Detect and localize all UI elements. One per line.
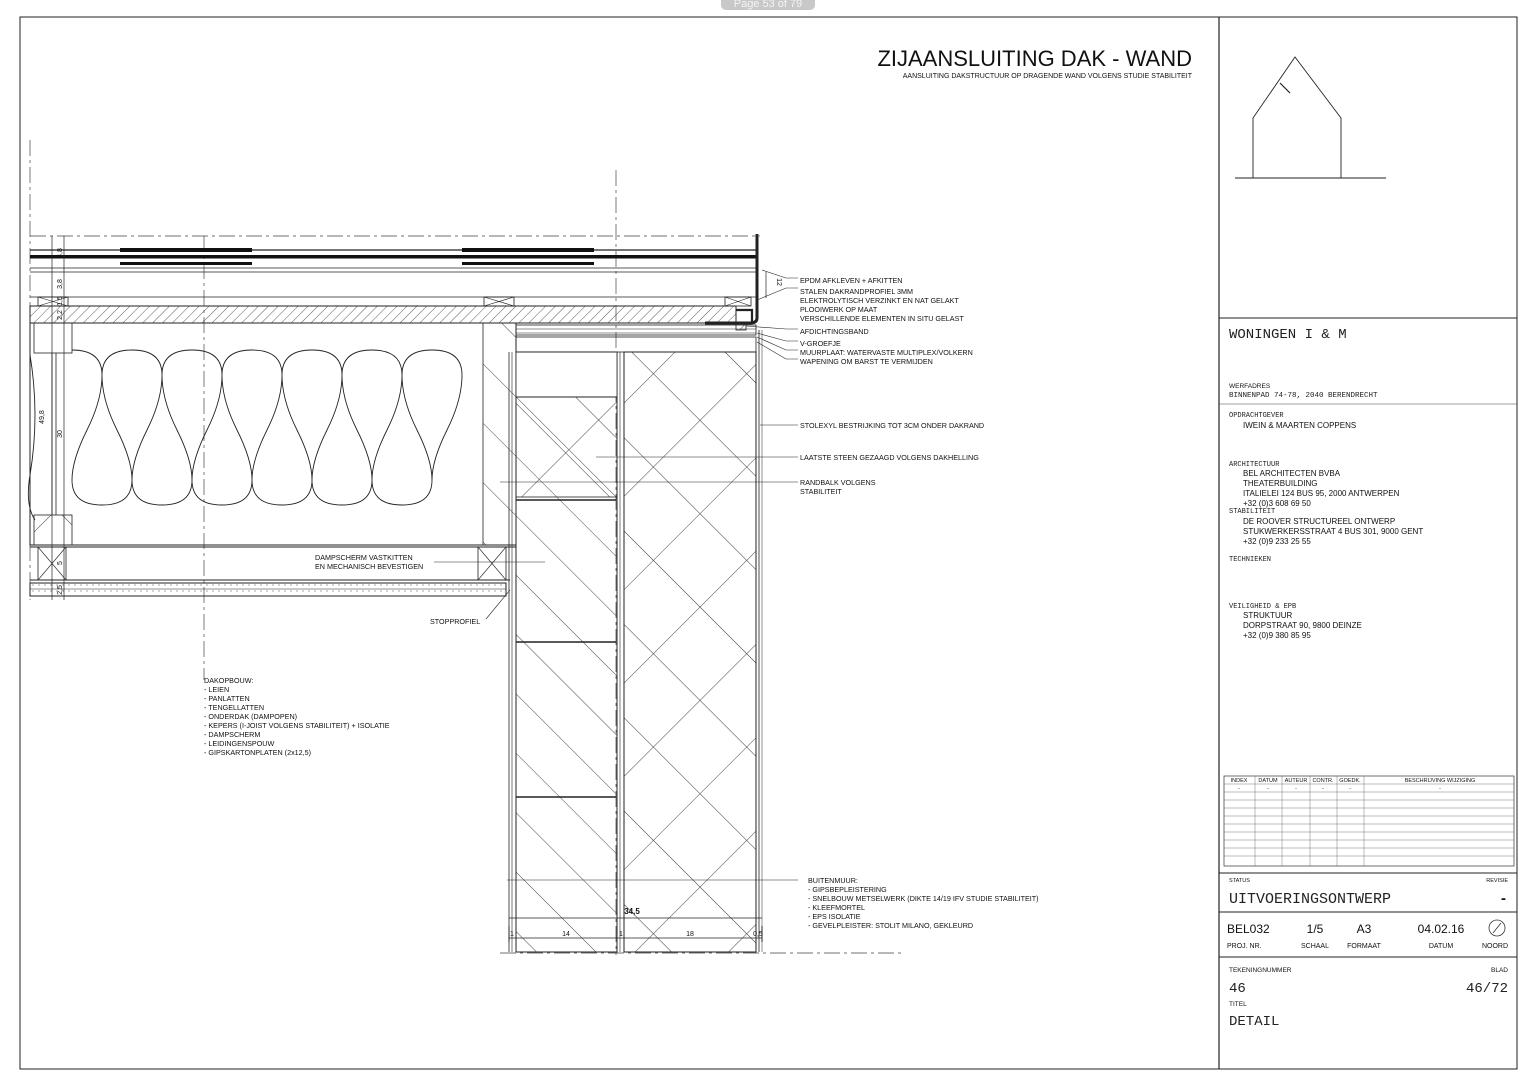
annotation-laatste-steen: LAATSTE STEEN GEZAAGD VOLGENS DAKHELLING <box>800 453 979 462</box>
drawing-title: ZIJAANSLUITING DAK - WAND <box>877 46 1192 71</box>
dim-label: 1 <box>619 931 623 938</box>
project-meta-row <box>1227 922 1508 950</box>
dim-label: 1,5 <box>57 296 64 306</box>
annotation-stolexyl: STOLEXYL BESTRIJKING TOT 3CM ONDER DAKRAND <box>800 421 985 430</box>
architectuur-value: BEL ARCHITECTEN BVBA THEATERBUILDING ITALIELEI 124 BUS 95, 2000 ANTWERPEN +32 (0)3 608 69 50 <box>1243 469 1400 508</box>
titel-value: DETAIL <box>1229 1014 1280 1030</box>
annotation-dakopbouw: DAKOPBOUW: - LEIEN - PANLATTEN - TENGELLATTEN - ONDERDAK (DAMPOPEN) - KEPERS (I-JOIST VOLGENS STABILITEIT) + ISOLATIE - DAMPSCHERM - LEIDINGENSPOUW - GIPSKARTONPLATEN (2x12,5) <box>204 676 390 757</box>
veiligheid-value: STRUKTUUR DORPSTRAAT 90, 9800 DEINZE +32 (0)9 380 85 95 <box>1243 611 1362 640</box>
dim-label: 1 <box>510 931 514 938</box>
revision-header-auteur: AUTEUR <box>1284 778 1308 784</box>
north-arrow-icon <box>1489 920 1505 936</box>
werfadres-label: WERFADRES <box>1229 383 1271 390</box>
technieken-label: TECHNIEKEN <box>1229 556 1272 564</box>
dim-label: 49,8 <box>39 410 46 424</box>
dim-label: 18 <box>686 931 694 938</box>
revision-cell: - <box>1439 786 1441 792</box>
key-plan-icon <box>1235 57 1386 178</box>
wall-section <box>509 325 762 952</box>
revisie-label: REVISIE <box>1486 878 1508 884</box>
dim-label: 5 <box>57 561 64 565</box>
dim-label: 3,8 <box>57 279 64 289</box>
opdrachtgever-label: OPDRACHTGEVER <box>1229 412 1284 420</box>
annotation-epdm: EPDM AFKLEVEN + AFKITTEN <box>800 276 903 285</box>
opdrachtgever-value: IWEIN & MAARTEN COPPENS <box>1243 421 1357 430</box>
stabiliteit-value: DE ROOVER STRUCTUREEL ONTWERP STUKWERKERSSTRAAT 4 BUS 301, 9000 GENT +32 (0)9 233 25 55 <box>1243 517 1424 546</box>
schaal-label: SCHAAL <box>1300 943 1330 950</box>
status-value: UITVOERINGSONTWERP <box>1229 891 1392 908</box>
revision-header-index: INDEX <box>1230 778 1248 784</box>
dim-label: 30 <box>57 430 64 438</box>
revision-header-goedk: GOEDK. <box>1339 778 1361 784</box>
blad-value: 46/72 <box>1465 981 1508 997</box>
dim-label: 2,5 <box>57 585 64 595</box>
revision-table <box>1224 776 1514 866</box>
titleblock <box>1219 57 1517 1030</box>
tekeningnummer-label: TEKENINGNUMMER <box>1229 967 1292 974</box>
revision-cell: - <box>1322 786 1324 792</box>
revisie-value: - <box>1501 890 1506 907</box>
annotation-randbalk: RANDBALK VOLGENS STABILITEIT <box>800 478 876 496</box>
annotation-v-groefje: V-GROEFJE <box>800 339 841 348</box>
revision-header-contr: CONTR. <box>1312 778 1334 784</box>
formaat-value: A3 <box>1356 922 1372 936</box>
revision-cell: - <box>1238 786 1240 792</box>
dim-label: 12 <box>775 278 782 286</box>
stabiliteit-label: STABILITEIT <box>1229 508 1276 516</box>
dim-label: 4,8 <box>57 248 64 258</box>
formaat-label: FORMAAT <box>1347 943 1381 950</box>
project-name: WONINGEN I & M <box>1229 327 1347 343</box>
annotation-dampscherm: DAMPSCHERM VASTKITTEN EN MECHANISCH BEVESTIGEN <box>315 553 424 571</box>
drawing-subtitle: AANSLUITING DAKSTRUCTUUR OP DRAGENDE WAND VOLGENS STUDIE STABILITEIT <box>902 73 1192 80</box>
annotation-muurplaat: MUURPLAAT: WATERVASTE MULTIPLEX/VOLKERN <box>800 348 973 357</box>
insulation-pattern <box>28 350 462 520</box>
dim-label: 14 <box>562 931 570 938</box>
dim-total: 34,5 <box>624 907 640 916</box>
page-indicator: Page 53 of 79 <box>721 0 815 10</box>
architectuur-label: ARCHITECTUUR <box>1229 461 1280 469</box>
datum-value: 04.02.16 <box>1417 922 1465 936</box>
annotation-wapening: WAPENING OM BARST TE VERMIJDEN <box>800 357 933 366</box>
tekeningnummer-value: 46 <box>1229 981 1246 997</box>
annotation-stopprofiel: STOPPROFIEL <box>430 617 481 626</box>
dim-label: 0,5 <box>753 931 763 938</box>
blad-label: BLAD <box>1491 967 1508 974</box>
annotation-buitenmuur: BUITENMUUR: - GIPSBEPLEISTERING - SNELBOUW METSELWERK (DIKTE 14/19 IFV STUDIE STABILITEIT) - KLEEFMORTEL - EPS ISOLATIE - GEVELPLEISTER: STOLIT MILANO, GEKLEURD <box>808 876 1039 930</box>
revision-cell: - <box>1295 786 1297 792</box>
proj-nr-label: PROJ. NR. <box>1227 943 1262 950</box>
status-label: STATUS <box>1229 878 1250 884</box>
annotation-dakrandprofiel: STALEN DAKRANDPROFIEL 3MM ELEKTROLYTISCH VERZINKT EN NAT GELAKT PLOOIWERK OP MAAT VERSCHILLENDE ELEMENTEN IN SITU GELAST <box>800 287 964 323</box>
datum-label: DATUM <box>1428 943 1454 950</box>
revision-header-beschrijving: BESCHRIJVING WIJZIGING <box>1404 778 1476 784</box>
titel-label: TITEL <box>1229 1001 1247 1008</box>
revision-cell: - <box>1349 786 1351 792</box>
revision-header-datum: DATUM <box>1258 778 1278 784</box>
annotation-afdichtingsband: AFDICHTINGSBAND <box>800 327 869 336</box>
proj-nr-value: BEL032 <box>1227 922 1270 936</box>
veiligheid-label: VEILIGHEID & EPB <box>1229 603 1297 611</box>
revision-cell: - <box>1267 786 1269 792</box>
schaal-value: 1/5 <box>1306 922 1324 936</box>
dim-label: 2,2 <box>57 310 64 320</box>
noord-label: NOORD <box>1481 943 1509 950</box>
werfadres-value: BINNENPAD 74-78, 2040 BERENDRECHT <box>1229 392 1378 400</box>
annotations <box>204 276 1041 930</box>
